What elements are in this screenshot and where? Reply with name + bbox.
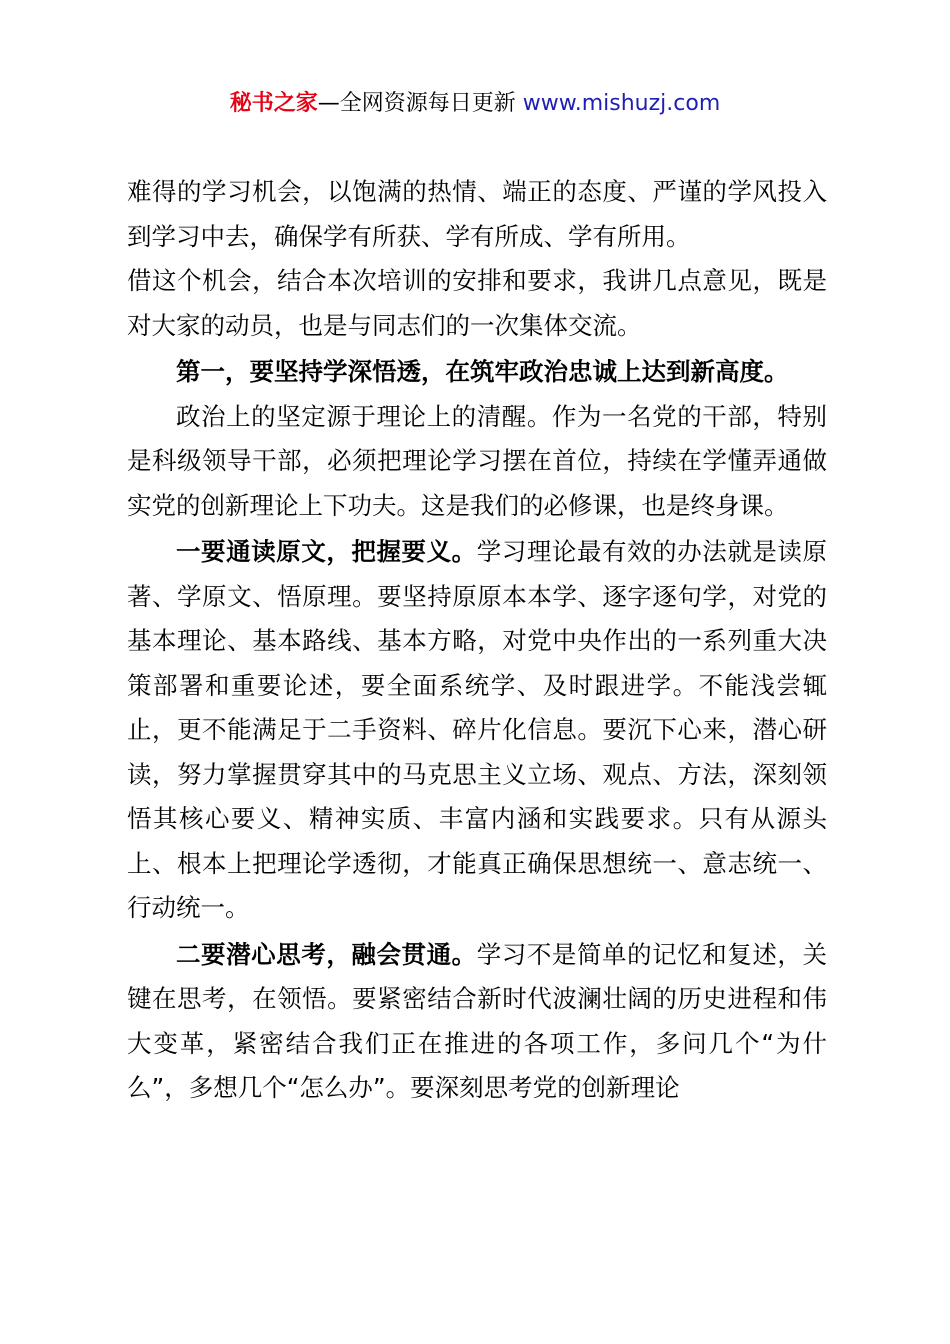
paragraph-intro [127, 259, 827, 348]
paragraph-text: 学习理论最有效的办法就是读原著、学原文、悟原理。要坚持原原本本学、逐字逐句学，对党的基本理论、基本路线、基本方略，对党中央作出的一系列重大决策部署和重要论述，要全面系统学、及时跟进学。不能浅尝辄止，更不能满足于二手资料、碎片化信息。要沉下心来，潜心研读，努力掌握贯穿其中的马克思主义立场、观点、方法，深刻领悟其核心要义、精神实质、丰富内涵和实践要求。只有从源头上、根本上把理论学透彻，才能真正确保思想统一、意志统一、行动统一。 [127, 537, 827, 922]
paragraph-point-two [127, 933, 827, 1111]
document-body [127, 170, 827, 1111]
header-tagline: —全网资源每日更新 [317, 91, 523, 116]
point-heading: 二要潜心思考，融会贯通。 [176, 939, 477, 969]
brand-name: 秘书之家 [229, 91, 318, 116]
paragraph-text: 难得的学习机会，以饱满的热情、端正的态度、严谨的学风投入到学习中去，确保学有所获、学有所成、学有所用。 [127, 177, 827, 251]
paragraph-point-one [127, 530, 827, 931]
site-header [0, 86, 950, 122]
site-url-link[interactable]: www.mishuzj.com [522, 91, 721, 116]
paragraph-text: 学习不是简单的记忆和复述，关键在思考，在领悟。要紧密结合新时代波澜壮阔的历史进程和伟大变革，紧密结合我们正在推进的各项工作，多问几个“为什么”，多想几个“怎么办”。要深刻思考党的创新理论 [127, 939, 827, 1102]
section-heading-text: 第一，要坚持学深悟透，在筑牢政治忠诚上达到新高度。 [176, 357, 789, 386]
paragraph-continuation [127, 170, 827, 259]
paragraph-text: 政治上的坚定源于理论上的清醒。作为一名党的干部，特别是科级领导干部，必须把理论学习摆在首位，持续在学懂弄通做实党的创新理论上下功夫。这是我们的必修课，也是终身课。 [127, 401, 827, 520]
paragraph-political [127, 395, 827, 529]
point-heading: 一要通读原文，把握要义。 [176, 537, 477, 566]
section-heading-first [127, 350, 827, 395]
paragraph-text: 借这个机会，结合本次培训的安排和要求，我讲几点意见，既是对大家的动员，也是与同志们的一次集体交流。 [127, 266, 827, 340]
